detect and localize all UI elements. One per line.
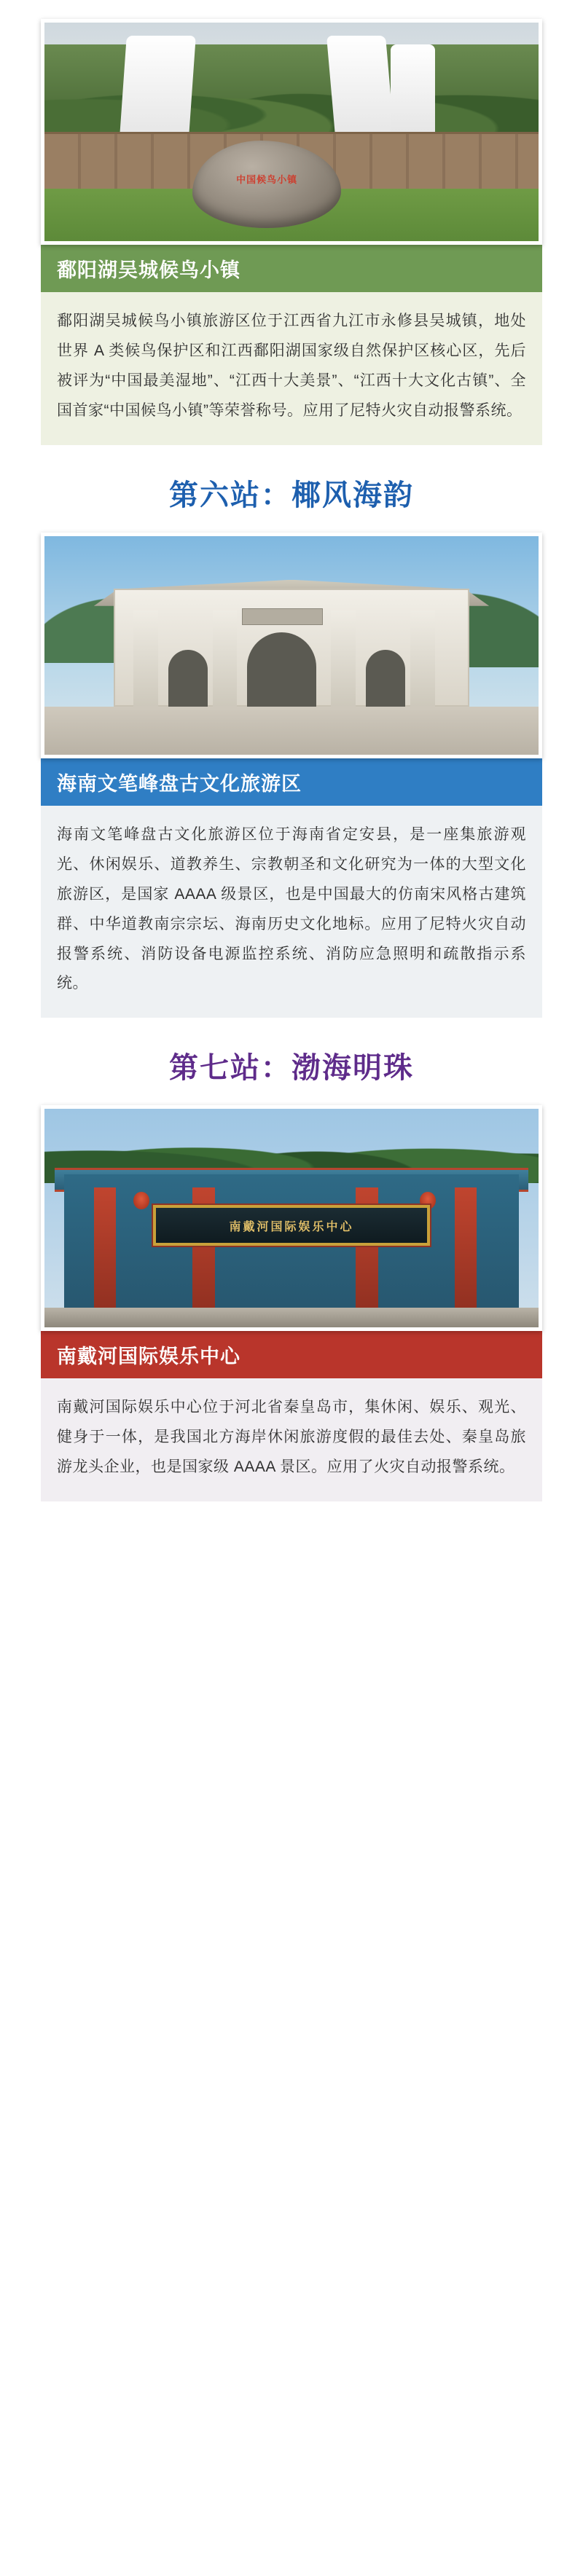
- heading-station-six: [0, 452, 583, 533]
- gate-building: [64, 1174, 519, 1319]
- heading-station-seven-prefix: 第七站：: [169, 1052, 292, 1085]
- gate-plaque: [242, 608, 322, 625]
- gate-pillar: [331, 610, 356, 707]
- photo-bohai-artwork: [44, 1109, 539, 1327]
- heading-station-seven-name: 渤海明珠: [292, 1052, 414, 1085]
- gate-arch-center: [247, 632, 316, 707]
- tree-line: [44, 44, 539, 145]
- section-poyang: [0, 0, 583, 452]
- red-column: [455, 1187, 477, 1319]
- title-poyang: 鄱阳湖吴城候鸟小镇: [41, 245, 542, 292]
- body-bohai: 南戴河国际娱乐中心位于河北省秦皇岛市，集休闲、娱乐、观光、健身于一体，是我国北方海岸休闲旅游度假的最佳去处、秦皇岛旅游龙头企业，也是国家级 AAAA 景区。应用了火灾自动报警系统。: [41, 1378, 542, 1501]
- sculpture-icon: [391, 44, 435, 132]
- body-hainan: 海南文笔峰盘古文化旅游区位于海南省定安县，是一座集旅游观光、休闲娱乐、道教养生、宗教朝圣和文化研究为一体的大型文化旅游区，是国家 AAAA 级景区，也是中国最大的仿南宋风格古建筑群、中华道教南宗宗坛、海南历史文化地标。应用了尼特火灾自动报警系统、消防设备电源监控系统、消防应急照明和疏散指示系统。: [41, 806, 542, 1018]
- body-poyang: 鄱阳湖吴城候鸟小镇旅游区位于江西省九江市永修县吴城镇，地处世界 A 类候鸟保护区和江西鄱阳湖国家级自然保护区核心区，先后被评为“中国最美湿地”、“江西十大美景”、“江西十大文化古镇”、全国首家“中国候鸟小镇”等荣誉称号。应用了尼特火灾自动报警系统。: [41, 292, 542, 445]
- gate-pillar: [133, 610, 158, 707]
- title-bohai: 南戴河国际娱乐中心: [41, 1331, 542, 1378]
- gate-arch-right: [366, 650, 405, 707]
- photo-bohai: [41, 1105, 542, 1331]
- section-bohai: [0, 1025, 583, 1534]
- lantern-icon: [133, 1192, 149, 1209]
- gate-arch-left: [168, 650, 208, 707]
- plaza-ground: [44, 707, 539, 755]
- heading-station-six-name: 椰风海韵: [292, 479, 414, 511]
- gate-pillar: [213, 610, 238, 707]
- sculpture-icon: [120, 36, 197, 136]
- gate-pillar: [410, 610, 435, 707]
- stone-inscription: 中国候鸟小镇: [236, 174, 298, 186]
- photo-hainan-artwork: [44, 536, 539, 755]
- sculpture-icon: [326, 36, 394, 136]
- red-column: [94, 1187, 117, 1319]
- signboard-text: 南戴河国际娱乐中心: [229, 1220, 354, 1233]
- ground: [44, 1308, 539, 1327]
- photo-poyang-artwork: [44, 23, 539, 241]
- heading-station-six-prefix: 第六站：: [169, 479, 292, 511]
- title-hainan: 海南文笔峰盘古文化旅游区: [41, 758, 542, 806]
- gate-signboard: [153, 1205, 430, 1246]
- section-hainan: [0, 452, 583, 1026]
- photo-hainan: [41, 533, 542, 758]
- heading-station-seven: [0, 1025, 583, 1105]
- photo-poyang: [41, 19, 542, 245]
